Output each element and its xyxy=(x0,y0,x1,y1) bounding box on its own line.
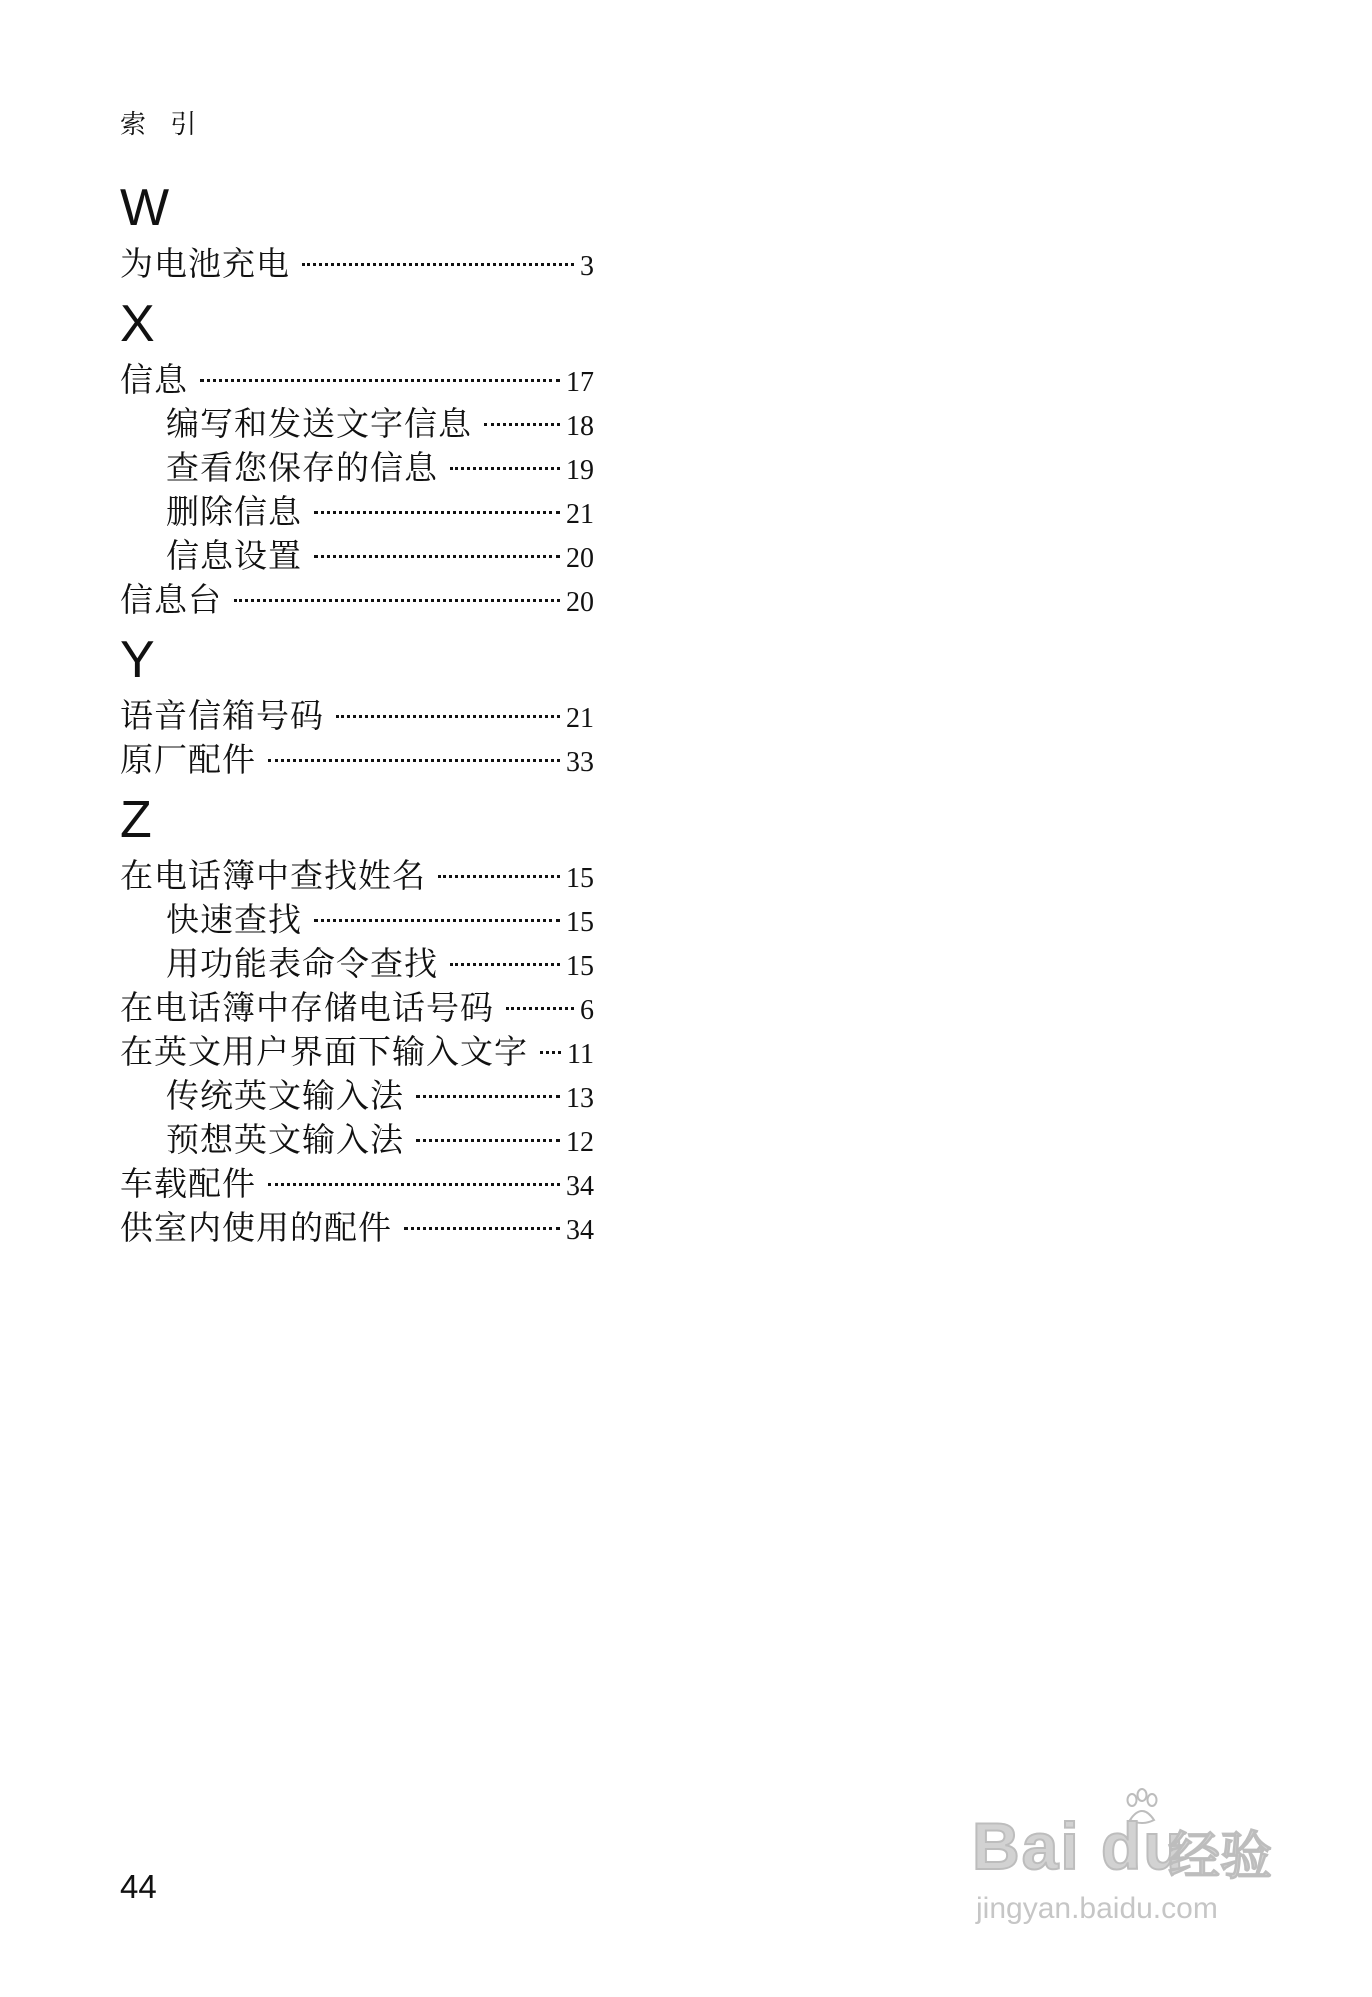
index-column xyxy=(120,178,594,1250)
dot-leader xyxy=(416,1095,560,1098)
index-subentry xyxy=(120,898,594,942)
entry-page-number: 12 xyxy=(566,1127,594,1158)
index-subentry xyxy=(120,446,594,490)
index-entry xyxy=(120,1162,594,1206)
page-number: 44 xyxy=(120,1868,157,1905)
dot-leader xyxy=(404,1227,560,1230)
index-letter-heading: Z xyxy=(120,791,152,849)
entry-page-number: 20 xyxy=(566,543,594,574)
entry-label: 为电池充电 xyxy=(120,244,290,283)
entry-page-number: 34 xyxy=(566,1215,594,1246)
entry-label: 信息设置 xyxy=(166,536,302,575)
entry-page-number: 13 xyxy=(566,1083,594,1114)
dot-leader xyxy=(314,555,560,558)
entry-page-number: 18 xyxy=(566,411,594,442)
entry-label: 预想英文输入法 xyxy=(166,1120,404,1159)
index-subentry xyxy=(120,1118,594,1162)
entry-label: 原厂配件 xyxy=(120,740,256,779)
dot-leader xyxy=(302,263,574,266)
entry-page-number: 11 xyxy=(567,1039,594,1070)
entry-page-number: 15 xyxy=(566,907,594,938)
entry-label: 用功能表命令查找 xyxy=(166,944,438,983)
index-entry xyxy=(120,358,594,402)
dot-leader xyxy=(200,379,560,382)
dot-leader xyxy=(484,423,560,426)
dot-leader xyxy=(314,919,560,922)
watermark xyxy=(972,1784,1302,1954)
entry-page-number: 17 xyxy=(566,367,594,398)
entry-page-number: 33 xyxy=(566,747,594,778)
dot-leader xyxy=(234,599,560,602)
entry-page-number: 3 xyxy=(580,251,594,282)
entry-label: 传统英文输入法 xyxy=(166,1076,404,1115)
index-entry xyxy=(120,854,594,898)
dot-leader xyxy=(314,511,560,514)
running-header: 索 引 xyxy=(120,110,205,140)
entry-label: 在电话簿中查找姓名 xyxy=(120,856,426,895)
entry-page-number: 19 xyxy=(566,455,594,486)
dot-leader xyxy=(268,759,560,762)
index-entry xyxy=(120,986,594,1030)
entry-label: 在英文用户界面下输入文字 xyxy=(120,1032,528,1071)
entry-label: 在电话簿中存储电话号码 xyxy=(120,988,494,1027)
dot-leader xyxy=(506,1007,574,1010)
entry-page-number: 34 xyxy=(566,1171,594,1202)
watermark-brand: Bai du xyxy=(972,1809,1186,1883)
dot-leader xyxy=(450,467,560,470)
entry-label: 语音信箱号码 xyxy=(120,696,324,735)
entry-page-number: 15 xyxy=(566,863,594,894)
dot-leader xyxy=(438,875,560,878)
index-entry xyxy=(120,578,594,622)
entry-page-number: 6 xyxy=(580,995,594,1026)
entry-page-number: 21 xyxy=(566,703,594,734)
index-entry xyxy=(120,738,594,782)
dot-leader xyxy=(540,1051,561,1054)
index-letter-heading: X xyxy=(120,295,155,353)
entry-label: 编写和发送文字信息 xyxy=(166,404,472,443)
dot-leader xyxy=(416,1139,560,1142)
entry-label: 信息 xyxy=(120,360,188,399)
watermark-brand-cn: 经验 xyxy=(1168,1827,1273,1887)
watermark-url: jingyan.baidu.com xyxy=(976,1892,1218,1925)
index-letter-heading: W xyxy=(120,179,170,237)
entry-label: 车载配件 xyxy=(120,1164,256,1203)
index-entry xyxy=(120,242,594,286)
index-entry xyxy=(120,1030,594,1074)
index-subentry xyxy=(120,402,594,446)
index-subentry xyxy=(120,1074,594,1118)
index-entry xyxy=(120,694,594,738)
index-subentry xyxy=(120,534,594,578)
index-subentry xyxy=(120,942,594,986)
dot-leader xyxy=(450,963,560,966)
entry-label: 供室内使用的配件 xyxy=(120,1208,392,1247)
dot-leader xyxy=(268,1183,560,1186)
entry-label: 信息台 xyxy=(120,580,222,619)
index-letter-heading: Y xyxy=(120,631,155,689)
entry-page-number: 21 xyxy=(566,499,594,530)
entry-label: 删除信息 xyxy=(166,492,302,531)
dot-leader xyxy=(336,715,560,718)
index-subentry xyxy=(120,490,594,534)
entry-label: 查看您保存的信息 xyxy=(166,448,438,487)
entry-label: 快速查找 xyxy=(166,900,302,939)
entry-page-number: 20 xyxy=(566,587,594,618)
entry-page-number: 15 xyxy=(566,951,594,982)
index-entry xyxy=(120,1206,594,1250)
